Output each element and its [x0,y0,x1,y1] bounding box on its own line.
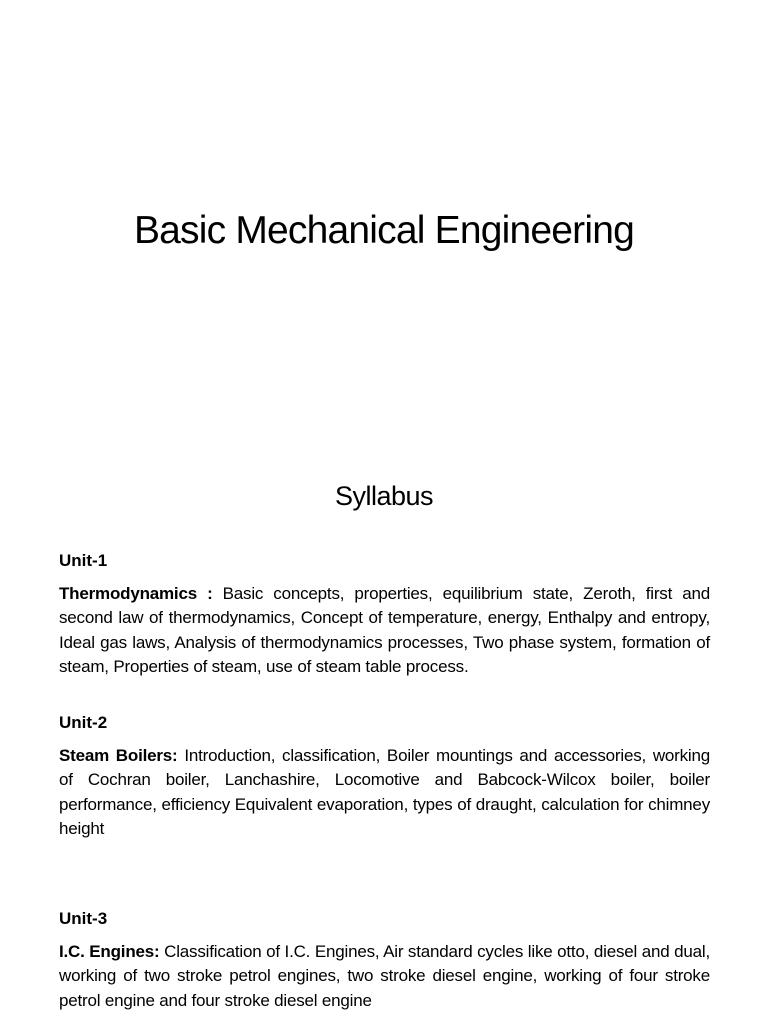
unit-1-label: Unit-1 [59,551,108,570]
unit-1-text: Basic concepts, properties, equilibrium state, Zeroth, first and second law of thermodynamics, Concept of temperature, energy, Enthalpy and entropy, Ideal gas laws, Analysis of thermodynamics processes, Two phase system, formation of steam, Properties of steam, use of steam table process. [59,584,710,677]
unit-3-term: I.C. Engines: [59,942,160,961]
unit-2-text: Introduction, classification, Boiler mountings and accessories, working of Cochran boiler, Lanchashire, Locomotive and Babcock-Wilcox boiler, boiler performance, efficiency Equivalent evaporation, types of draught, calculation for chimney height [59,746,710,839]
unit-3-text: Classification of I.C. Engines, Air standard cycles like otto, diesel and dual, working of two stroke petrol engines, two stroke diesel engine, working of four stroke petrol engine and four stroke diesel engine [59,942,711,1010]
unit-2-label: Unit-2 [59,713,108,732]
unit-3-description [59,940,710,1013]
unit-1-description [59,582,710,680]
unit-2-description [59,744,710,842]
unit-1-term: Thermodynamics : [59,584,213,603]
unit-2-term: Steam Boilers: [59,746,178,765]
syllabus-heading: Syllabus [334,481,434,511]
unit-3-label: Unit-3 [59,909,108,928]
document-title: Basic Mechanical Engineering [133,209,635,252]
